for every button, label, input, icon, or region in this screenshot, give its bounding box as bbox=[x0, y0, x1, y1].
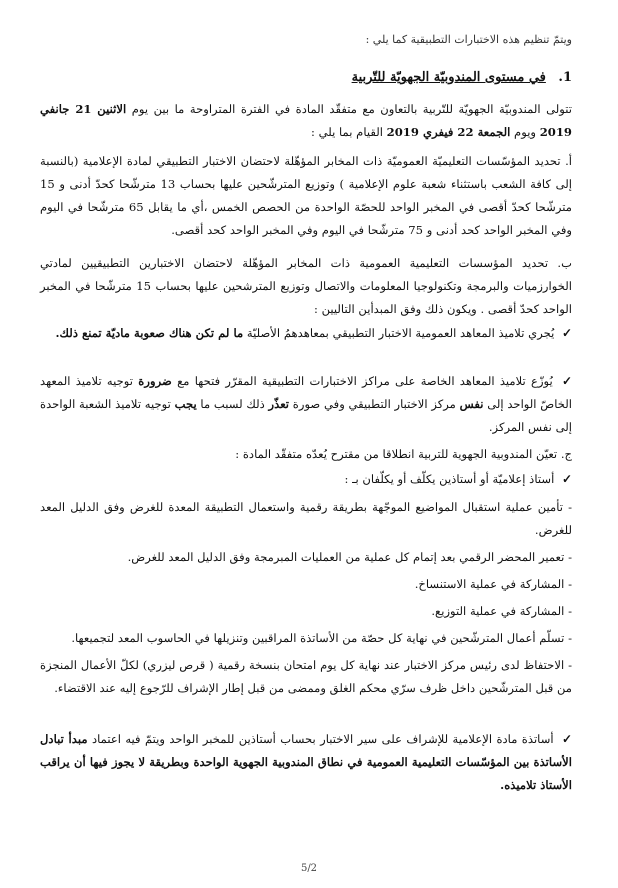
check-2-bold-h: يجب bbox=[174, 397, 197, 411]
date-start: الاثنين 21 جانفي 2019 bbox=[40, 102, 572, 139]
item-b bbox=[40, 252, 572, 321]
item-a-text: أ. تحديد المؤسّسات التعليميّة العموميّة ذات المخابر المؤهّلة لاحتضان الاختبار التطبيقي لمادة الإعلامية (بالنسبة إلى كافة الشعب باستثناء شعبة علوم الإعلامية ) وتوزيع المترشّحين عليها بحساب 13 مترشّحا كحدّ أدنى و 15 مترشّحا كحدّ أقصى في المخبر الواحد للحصّة الواحدة من الحصص الخمس ،أي ما يقابل 65 مترشّحا في اليوم وفي المخبر الواحد كحد أدنى و 75 مترشّحا في اليوم وفي المخبر الواحد كحد أقصى. bbox=[40, 154, 572, 237]
check-4-text: أساتذة مادة الإعلامية للإشراف على سير الاختبار بحساب أستاذين للمخبر الواحد ويتمّ فيه اعتماد bbox=[91, 732, 554, 746]
check-item-2 bbox=[40, 370, 572, 439]
task-item: - تعمير المحضر الرقمي بعد إتمام كل عملية من العمليات المبرمجة وفق الدليل المعد للغرض. bbox=[127, 550, 572, 564]
check-2-bold-b: ضرورة bbox=[138, 374, 172, 388]
check-2-text-e: مركز الاختبار التطبيقي وفي صورة bbox=[292, 397, 456, 411]
item-b-text: ب. تحديد المؤسسات التعليمية العمومية ذات المخابر المؤهّلة لاحتضان الاختبارين التطبيقيين لمادتي الخوارزميات والبرمجة وتكنولوجيا المعلومات والاتصال وتوزيع المترشحين عليها بحساب 15 مترشّحا في المخبر الواحد كحدّ أقصى . ويكون ذلك وفق المبدأين التاليين : bbox=[40, 256, 572, 316]
check-2-bold-d: نفس bbox=[459, 397, 484, 411]
check-icon: ✓ bbox=[561, 374, 573, 388]
check-icon: ✓ bbox=[561, 732, 572, 746]
task-list bbox=[40, 496, 572, 700]
paragraph-1-text-c: ويوم bbox=[514, 125, 537, 139]
section-1-heading bbox=[40, 66, 572, 89]
item-c bbox=[40, 443, 572, 466]
check-icon: ✓ bbox=[561, 326, 572, 340]
item-a bbox=[40, 150, 572, 242]
intro-line: ويتمّ تنظيم هذه الاختبارات التطبيقية كما يلي : bbox=[365, 33, 572, 46]
check-item-1 bbox=[40, 322, 572, 345]
check-icon: ✓ bbox=[561, 472, 572, 486]
check-2-bold-f: تعذّر bbox=[268, 397, 290, 411]
check-1-bold: ما لم تكن هناك صعوبة ماديّة تمنع ذلك. bbox=[55, 326, 244, 340]
check-4-bold: مبدأ تبادل الأساتذة بين المؤسّسات التعليمية العمومية في نطاق المندوبية الجهوية الواحدة وبطريقة لا يجوز فيها أن يراقب الأستاذ تلاميذه. bbox=[40, 732, 572, 792]
task-item: - تأمين عملية استقبال المواضيع الموجّهة بطريقة رقمية واستعمال التطبيقة المعدة للغرض وفق الدليل المعد للغرض. bbox=[40, 500, 572, 537]
date-end: الجمعة 22 فيفري 2019 bbox=[386, 125, 511, 139]
check-1-text: يُجري تلاميذ المعاهد العمومية الاختبار التطبيقي بمعاهدهمُ الأصليّة bbox=[246, 326, 555, 340]
check-2-text-a: يُوزّع تلاميذ المعاهد الخاصة على مراكز الاختبارات التطبيقية المقرّر فتحها مع bbox=[177, 374, 553, 388]
check-item-4 bbox=[40, 728, 572, 797]
paragraph-1-text-e: القيام بما يلي : bbox=[311, 125, 383, 139]
section-1-number: 1. bbox=[558, 70, 572, 85]
check-2-text-i: توجيه تلاميذ الشعبة الواحدة إلى نفس المركز. bbox=[40, 397, 572, 434]
task-item: - الاحتفاظ لدى رئيس مركز الاختبار عند نهاية كل يوم امتحان بنسخة رقمية ( قرص ليزري) لكلّ الأعمال المنجزة من قبل المترشّحين داخل ظرف سرّي محكم الغلق وممضى من قبل إطار الإشراف للرّجوع إليه عند الاقتضاء. bbox=[40, 658, 572, 695]
check-2-text-g: ذلك لسبب ما bbox=[200, 397, 265, 411]
task-item: - المشاركة في عملية الاستنساخ. bbox=[414, 577, 572, 591]
page-number: 5/2 bbox=[300, 863, 318, 874]
paragraph-1-text-a: تتولى المندوبيّة الجهويّة للتّربية بالتعاون مع متفقّد المادة في الفترة المتراوحة ما بين يوم bbox=[131, 102, 573, 116]
task-item: - تسلّم أعمال المترشّحين في نهاية كل حصّة من الأساتذة المراقبين وتنزيلها في الحاسوب المعد لتجميعها. bbox=[71, 631, 572, 645]
task-item: - المشاركة في عملية التوزيع. bbox=[431, 604, 572, 618]
check-2-text-c: توجيه تلاميذ المعهد الخاصّ الواحد إلى bbox=[40, 374, 573, 411]
section-1-title: في مستوى المندوبيّة الجهويّة للتّربية bbox=[351, 70, 546, 85]
check-3-text: أستاذ إعلاميّة أو أستاذين يكلّف أو يكلّفان بـ : bbox=[344, 472, 555, 486]
check-item-3 bbox=[40, 468, 572, 491]
paragraph-1 bbox=[40, 98, 572, 144]
item-c-text: ج. تعيّن المندوبية الجهوية للتربية انطلاقا من مقترح يُعدّه متفقّد المادة : bbox=[235, 447, 572, 461]
